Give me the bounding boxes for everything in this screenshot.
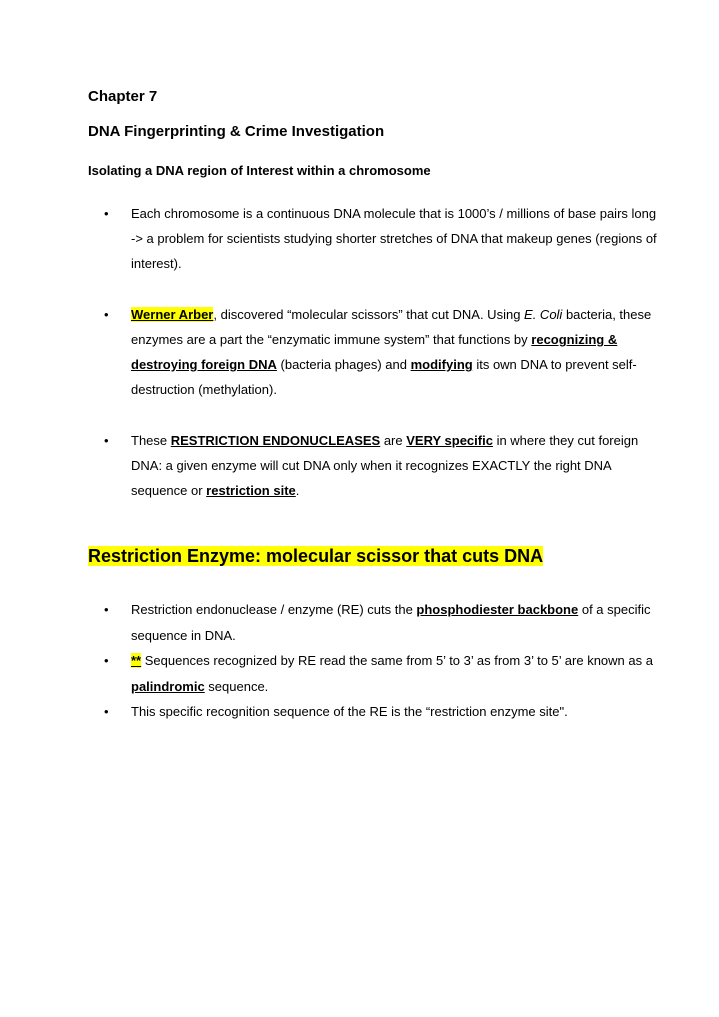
key-term: palindromic (131, 678, 205, 694)
highlighted-heading: Restriction Enzyme: molecular scissor that cuts DNA (88, 546, 544, 566)
bullet-list-intro (0, 201, 719, 276)
key-term: phosphodiester backbone (416, 602, 579, 617)
bullet-text: in where they cut foreign DNA: a given enzyme will cut DNA only when it recognizes EXACTLY the right DNA sequence or (131, 433, 639, 498)
highlight-mark: ** (131, 653, 142, 668)
highlighted-name: Werner Arber (131, 307, 214, 322)
bullet-text: Restriction endonuclease / enzyme (RE) cuts the (131, 602, 417, 617)
bullet-text: , discovered “molecular scissors” that cut DNA. Using (213, 307, 525, 322)
key-term: modifying (410, 357, 473, 372)
list-item (0, 699, 719, 725)
bullet-dot: • (104, 602, 109, 617)
bullet-text: (bacteria phages) and (276, 357, 411, 372)
list-item (0, 201, 719, 276)
key-term: recognizing & destroying foreign DNA (131, 332, 618, 372)
bullet-text: Each chromosome is a continuous DNA molecule that is 1000’s / millions of base pairs long -> a problem for scientists studying shorter stretches of DNA that makeup genes (regions of interest). (131, 206, 657, 271)
bullet-text: sequence. (204, 678, 269, 694)
bullet-dot: • (104, 433, 109, 448)
list-item (0, 597, 719, 648)
bullet-text: Sequences recognized by RE read the same from 5’ to 3’ as from 3’ to 5’ are known as a (141, 653, 653, 668)
bullet-text: . (295, 483, 300, 498)
species-name: E. Coli (524, 307, 563, 322)
bullet-list-arber (0, 302, 719, 402)
section-heading (88, 544, 543, 568)
section-subtitle: Isolating a DNA region of Interest within a chromosome (88, 163, 431, 178)
list-item (0, 302, 719, 402)
list-item (0, 428, 719, 503)
key-term: RESTRICTION ENDONUCLEASES (170, 433, 381, 448)
key-term: VERY specific (406, 433, 493, 448)
bullet-text: its own DNA to prevent self-destruction (methylation). (131, 357, 637, 397)
bullet-list-restriction (0, 428, 719, 503)
bullet-dot: • (104, 206, 109, 221)
bullet-dot: • (104, 704, 109, 719)
bullet-dot: • (104, 653, 109, 668)
list-item (0, 648, 719, 699)
bullet-text: These (131, 433, 171, 448)
bullet-dot: • (104, 307, 109, 322)
bullet-text: This specific recognition sequence of the RE is the “restriction enzyme site". (131, 704, 568, 719)
chapter-label: Chapter 7 (88, 88, 158, 105)
bullet-text: are (380, 433, 407, 448)
bullet-text: bacteria, these enzymes are a part the “enzymatic immune system” that functions by (131, 307, 652, 347)
document-title: DNA Fingerprinting & Crime Investigation (88, 123, 385, 140)
bullet-text: of a specific sequence in DNA. (131, 602, 651, 643)
bullet-list-enzyme (0, 597, 719, 725)
key-term: restriction site (206, 483, 296, 498)
